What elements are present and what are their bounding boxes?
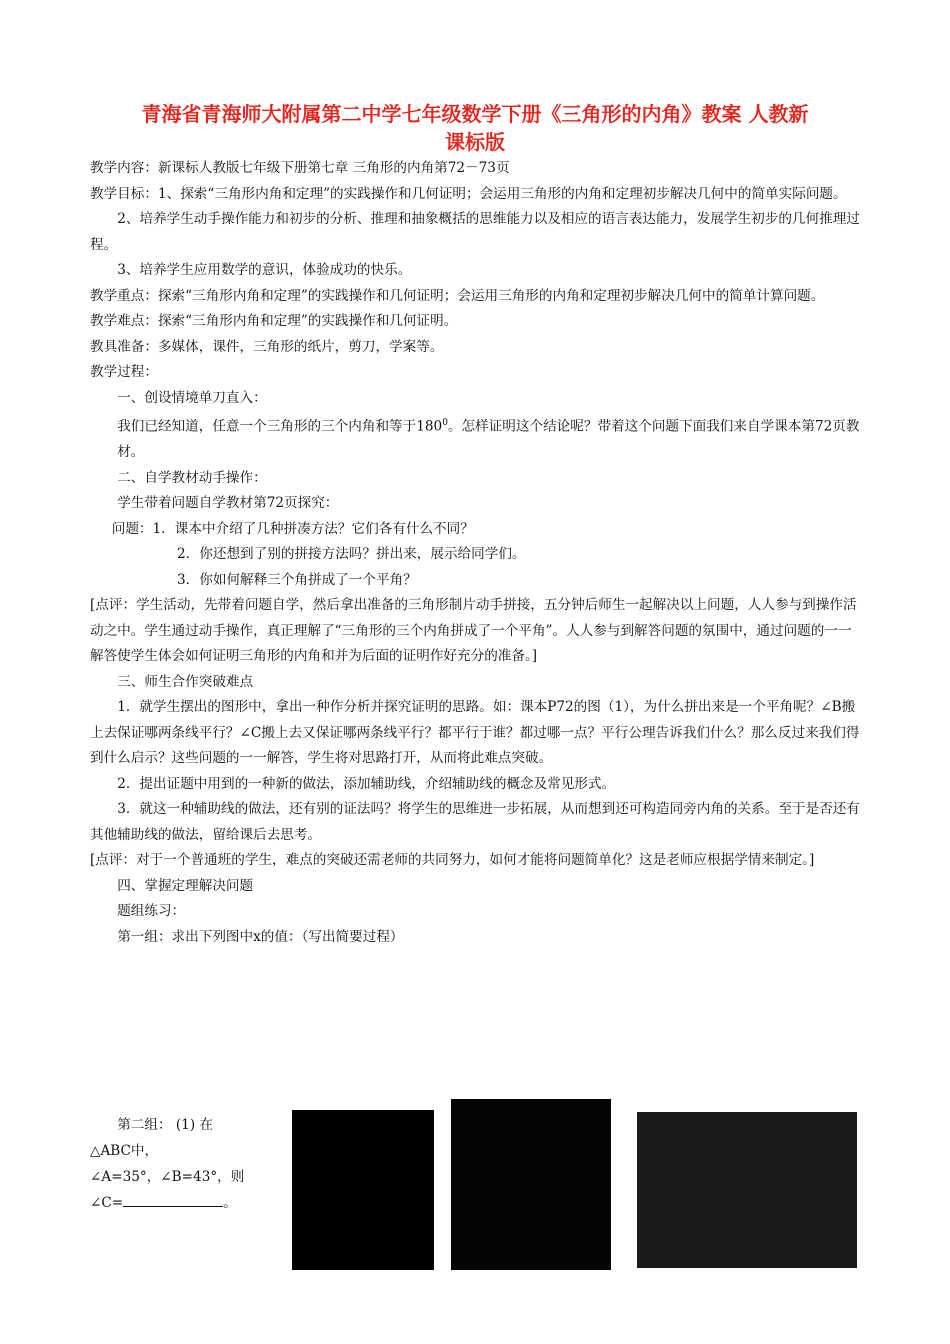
teaching-key-point: 教学重点：探索“三角形内角和定理”的实践操作和几何证明；会运用三角形的内角和定理初步解决几何中的简单计算问题。 [90, 287, 825, 304]
teaching-goal-1: 教学目标：1、探索“三角形内角和定理”的实践操作和几何证明；会运用三角形的内角和定理初步解决几何中的简单实际问题。 [90, 185, 847, 202]
answer-blank [123, 1192, 223, 1207]
group-2-line-3: ∠A=35°，∠B=43°，则 [90, 1169, 245, 1185]
question-2: 2．你还想到了别的拼接方法吗？拼出来，展示给同学们。 [177, 546, 526, 563]
title-line-2: 课标版 [445, 130, 505, 154]
teaching-goal-3: 3、培养学生应用数学的意识，体验成功的快乐。 [117, 262, 412, 278]
document-body [90, 156, 860, 950]
section-1-text-a: 我们已经知道，任意一个三角形的三个内角和等于180 [117, 418, 443, 435]
teaching-content: 教学内容：新课标人教版七年级下册第七章 三角形的内角第72－73页 [90, 160, 510, 176]
section-3-heading: 三、师生合作突破难点 [117, 673, 254, 690]
exercise-group-1: 第一组：求出下列图中x的值：（写出简要过程） [117, 928, 404, 945]
degree-superscript: 0 [442, 418, 448, 428]
exercise-group-2 [90, 1112, 290, 1216]
group-2-line-1: 第二组： (1) 在 [117, 1117, 214, 1133]
angle-c-label: ∠C= [90, 1195, 124, 1211]
section-2-heading: 二、自学教材动手操作： [117, 469, 267, 486]
section-1-text-b: 。怎样证明这个结论呢？带着这个问题下面我们来自学课本第72页教材。 [117, 418, 860, 461]
section-1-heading: 一、创设情境单刀直入： [117, 389, 267, 406]
section-2-comment: [点评：学生活动，先带着问题自学，然后拿出准备的三角形制片动手拼接，五分钟后师生一起解决以上问题，人人参与到操作活动之中。学生通过动手操作，真正理解了“三角形的三个内角拼成了一个平角”。人人参与到解答问题的氛围中，通过问题的一一解答使学生体会如何证明三角形的内角和并为后面的证明作好充分的准备。] [90, 597, 857, 665]
section-1-text [90, 411, 860, 466]
section-3-comment: [点评：对于一个普通班的学生，难点的突破还需老师的共同努力，如何才能将问题简单化？这是老师应根据学情来制定。] [90, 852, 815, 869]
question-1: 问题：1．课本中介绍了几种拼凑方法？它们各有什么不同？ [111, 520, 474, 537]
document-title [90, 100, 860, 156]
line-end: 。 [223, 1195, 237, 1211]
section-3-para-3: 3．就这一种辅助线的做法，还有别的证法吗？将学生的思维进一步拓展，从而想到还可构造同旁内角的关系。至于是否还有其他辅助线的做法，留给课后去思考。 [90, 801, 860, 843]
teaching-difficulty: 教学难点：探索“三角形内角和定理”的实践操作和几何证明。 [90, 313, 458, 329]
title-line-1: 青海省青海师大附属第二中学七年级数学下册《三角形的内角》教案 人教新 [141, 102, 809, 126]
figure-image-1 [292, 1110, 434, 1270]
section-2-text: 学生带着问题自学教材第72页探究： [117, 495, 339, 512]
figure-image-2 [451, 1099, 611, 1270]
teaching-tools: 教具准备：多媒体，课件，三角形的纸片，剪刀，学案等。 [90, 338, 444, 355]
group-2-line-2: △ABC中， [90, 1143, 159, 1159]
figure-image-3 [637, 1112, 857, 1268]
teaching-goal-2: 2、培养学生动手操作能力和初步的分析、推理和抽象概括的思维能力以及相应的语言表达能力，发展学生初步的几何推理过程。 [90, 211, 860, 253]
teaching-process: 教学过程： [90, 364, 158, 380]
question-3: 3．你如何解释三个角拼成了一个平角？ [177, 571, 417, 588]
section-3-para-2: 2．提出证题中用到的一种新的做法，添加辅助线，介绍辅助线的概念及常见形式。 [117, 775, 616, 792]
group-2-line-4 [90, 1190, 290, 1216]
section-3-para-1: 1．就学生摆出的图形中，拿出一种作分析并探究证明的思路。如：课本P72的图（1），为什么拼出来是一个平角呢？∠B搬上去保证哪两条线平行？∠C搬上去又保证哪两条线平行？都平行于谁？都过哪一点？平行公理告诉我们什么？那么反过来我们得到什么启示？这些问题的一一解答，学生将对思路打开，从而将此难点突破。 [90, 699, 860, 767]
section-4-subheading: 题组练习： [117, 903, 186, 920]
section-4-heading: 四、掌握定理解决问题 [117, 877, 254, 894]
